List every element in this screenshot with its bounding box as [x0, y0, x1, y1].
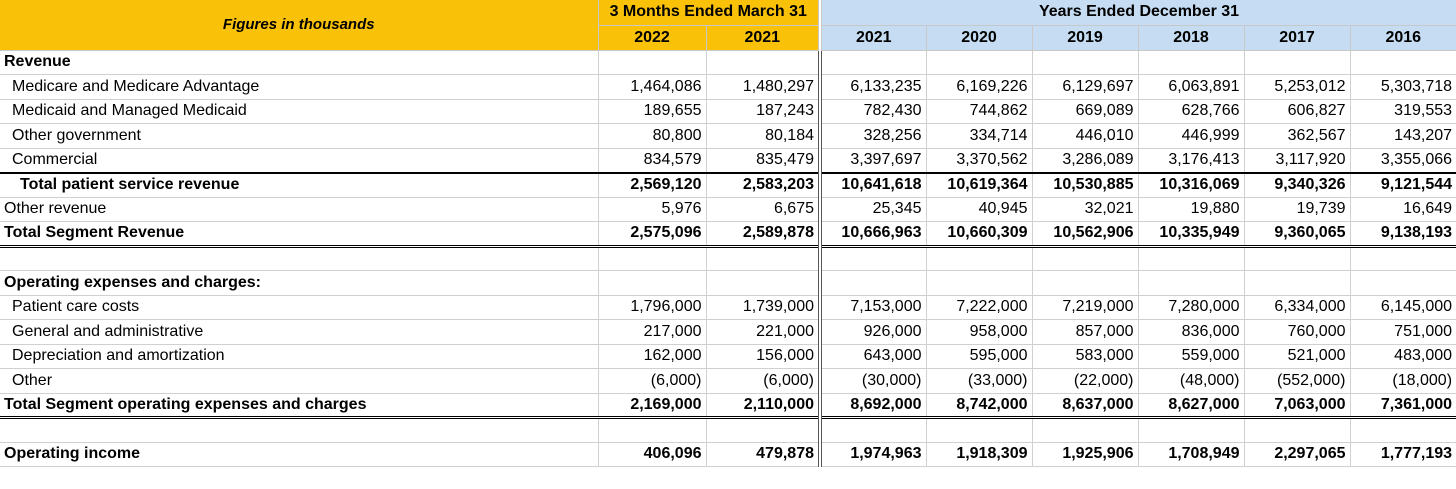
cell-value [1032, 418, 1138, 443]
cell-value [926, 246, 1032, 271]
cell-value: 483,000 [1350, 344, 1456, 369]
cell-value: 6,133,235 [820, 75, 926, 100]
cell-value: 10,562,906 [1032, 222, 1138, 247]
cell-value: 9,360,065 [1244, 222, 1350, 247]
cell-value: 1,974,963 [820, 442, 926, 467]
cell-value [820, 50, 926, 75]
cell-value: 7,063,000 [1244, 393, 1350, 418]
cell-value: 362,567 [1244, 124, 1350, 149]
cell-value: 744,862 [926, 99, 1032, 124]
cell-value: 1,480,297 [706, 75, 820, 100]
cell-value: 3,397,697 [820, 148, 926, 173]
table-row [0, 246, 1456, 271]
row-label: Patient care costs [0, 295, 598, 320]
table-row [0, 124, 1456, 149]
cell-value: (6,000) [706, 369, 820, 394]
cell-value: 10,666,963 [820, 222, 926, 247]
row-label: Total Segment Revenue [0, 222, 598, 247]
column-header: 2017 [1244, 25, 1350, 50]
row-label: Revenue [0, 50, 598, 75]
table-row [0, 148, 1456, 173]
cell-value: 8,627,000 [1138, 393, 1244, 418]
cell-value: 328,256 [820, 124, 926, 149]
column-header: 2016 [1350, 25, 1456, 50]
cell-value [820, 246, 926, 271]
row-label: Commercial [0, 148, 598, 173]
cell-value: 2,110,000 [706, 393, 820, 418]
cell-value [1032, 271, 1138, 296]
cell-value: 1,796,000 [598, 295, 706, 320]
cell-value: 1,464,086 [598, 75, 706, 100]
cell-value: 221,000 [706, 320, 820, 345]
cell-value: 628,766 [1138, 99, 1244, 124]
cell-value [598, 246, 706, 271]
cell-value [598, 271, 706, 296]
header-row-groups [0, 0, 1456, 25]
cell-value: 669,089 [1032, 99, 1138, 124]
cell-value: 189,655 [598, 99, 706, 124]
cell-value [1244, 418, 1350, 443]
table-row [0, 393, 1456, 418]
cell-value: (6,000) [598, 369, 706, 394]
row-label: Other [0, 369, 598, 394]
cell-value: 1,918,309 [926, 442, 1032, 467]
cell-value: 80,184 [706, 124, 820, 149]
column-header: 2021 [820, 25, 926, 50]
cell-value: 3,355,066 [1350, 148, 1456, 173]
cell-value: 143,207 [1350, 124, 1456, 149]
cell-value: 479,878 [706, 442, 820, 467]
cell-value: 3,117,920 [1244, 148, 1350, 173]
cell-value: 1,925,906 [1032, 442, 1138, 467]
cell-value: 3,176,413 [1138, 148, 1244, 173]
cell-value: 10,335,949 [1138, 222, 1244, 247]
cell-value: 2,575,096 [598, 222, 706, 247]
cell-value: 521,000 [1244, 344, 1350, 369]
cell-value [706, 246, 820, 271]
cell-value: 926,000 [820, 320, 926, 345]
cell-value: 836,000 [1138, 320, 1244, 345]
cell-value: 606,827 [1244, 99, 1350, 124]
table-row [0, 75, 1456, 100]
cell-value: 156,000 [706, 344, 820, 369]
cell-value: 760,000 [1244, 320, 1350, 345]
table-row [0, 442, 1456, 467]
cell-value [1138, 50, 1244, 75]
cell-value: 7,219,000 [1032, 295, 1138, 320]
cell-value [1244, 50, 1350, 75]
cell-value: 559,000 [1138, 344, 1244, 369]
table-row [0, 271, 1456, 296]
cell-value: 1,708,949 [1138, 442, 1244, 467]
cell-value: 319,553 [1350, 99, 1456, 124]
cell-value [598, 50, 706, 75]
cell-value [706, 271, 820, 296]
cell-value: 446,010 [1032, 124, 1138, 149]
cell-value: 162,000 [598, 344, 706, 369]
cell-value: 583,000 [1032, 344, 1138, 369]
row-label [0, 246, 598, 271]
table-row [0, 173, 1456, 198]
cell-value: 32,021 [1032, 197, 1138, 222]
cell-value: 6,675 [706, 197, 820, 222]
cell-value: 6,145,000 [1350, 295, 1456, 320]
cell-value: 2,297,065 [1244, 442, 1350, 467]
table-row [0, 320, 1456, 345]
row-label: Depreciation and amortization [0, 344, 598, 369]
cell-value: 7,280,000 [1138, 295, 1244, 320]
cell-value: 406,096 [598, 442, 706, 467]
cell-value: 3,370,562 [926, 148, 1032, 173]
row-label: Other government [0, 124, 598, 149]
cell-value: 217,000 [598, 320, 706, 345]
cell-value: 10,530,885 [1032, 173, 1138, 198]
cell-value: 857,000 [1032, 320, 1138, 345]
cell-value: 751,000 [1350, 320, 1456, 345]
cell-value [1244, 271, 1350, 296]
cell-value: 5,976 [598, 197, 706, 222]
row-label: General and administrative [0, 320, 598, 345]
cell-value: 10,641,618 [820, 173, 926, 198]
cell-value: 334,714 [926, 124, 1032, 149]
cell-value: (552,000) [1244, 369, 1350, 394]
cell-value: 5,253,012 [1244, 75, 1350, 100]
cell-value: 9,121,544 [1350, 173, 1456, 198]
cell-value [926, 418, 1032, 443]
table-row [0, 418, 1456, 443]
cell-value: 9,340,326 [1244, 173, 1350, 198]
cell-value [1350, 418, 1456, 443]
cell-value: 2,169,000 [598, 393, 706, 418]
cell-value [706, 418, 820, 443]
cell-value: 5,303,718 [1350, 75, 1456, 100]
row-label [0, 418, 598, 443]
cell-value: 19,739 [1244, 197, 1350, 222]
cell-value: 16,649 [1350, 197, 1456, 222]
column-header: 2021 [706, 25, 820, 50]
cell-value [1138, 418, 1244, 443]
cell-value: 643,000 [820, 344, 926, 369]
cell-value: 3,286,089 [1032, 148, 1138, 173]
row-label: Total Segment operating expenses and charges [0, 393, 598, 418]
cell-value: 6,334,000 [1244, 295, 1350, 320]
cell-value [1350, 271, 1456, 296]
column-header: 2018 [1138, 25, 1244, 50]
table-row [0, 197, 1456, 222]
row-label: Other revenue [0, 197, 598, 222]
cell-value [1138, 271, 1244, 296]
cell-value [1244, 246, 1350, 271]
years-group-header: Years Ended December 31 [820, 0, 1456, 25]
cell-value: 8,692,000 [820, 393, 926, 418]
cell-value [1350, 246, 1456, 271]
cell-value: 835,479 [706, 148, 820, 173]
cell-value [820, 271, 926, 296]
cell-value: 6,063,891 [1138, 75, 1244, 100]
cell-value: (30,000) [820, 369, 926, 394]
cell-value: 595,000 [926, 344, 1032, 369]
cell-value: (22,000) [1032, 369, 1138, 394]
row-label: Operating income [0, 442, 598, 467]
cell-value: 2,583,203 [706, 173, 820, 198]
table-row [0, 344, 1456, 369]
cell-value: 446,999 [1138, 124, 1244, 149]
cell-value: 8,637,000 [1032, 393, 1138, 418]
row-label: Medicaid and Managed Medicaid [0, 99, 598, 124]
cell-value: 1,777,193 [1350, 442, 1456, 467]
cell-value [1032, 50, 1138, 75]
cell-value: 10,619,364 [926, 173, 1032, 198]
cell-value: 7,153,000 [820, 295, 926, 320]
cell-value: (33,000) [926, 369, 1032, 394]
table-row [0, 222, 1456, 247]
cell-value: 40,945 [926, 197, 1032, 222]
quarter-group-header: 3 Months Ended March 31 [598, 0, 820, 25]
figures-label: Figures in thousands [0, 0, 598, 50]
cell-value: 782,430 [820, 99, 926, 124]
cell-value [1032, 246, 1138, 271]
cell-value [1138, 246, 1244, 271]
cell-value: 6,129,697 [1032, 75, 1138, 100]
cell-value [706, 50, 820, 75]
cell-value: 10,660,309 [926, 222, 1032, 247]
cell-value: 7,361,000 [1350, 393, 1456, 418]
cell-value [1350, 50, 1456, 75]
cell-value: 187,243 [706, 99, 820, 124]
table-row [0, 369, 1456, 394]
cell-value: 834,579 [598, 148, 706, 173]
row-label: Operating expenses and charges: [0, 271, 598, 296]
cell-value: (18,000) [1350, 369, 1456, 394]
cell-value: (48,000) [1138, 369, 1244, 394]
cell-value: 2,589,878 [706, 222, 820, 247]
column-header: 2022 [598, 25, 706, 50]
row-label: Total patient service revenue [0, 173, 598, 198]
cell-value: 6,169,226 [926, 75, 1032, 100]
row-label: Medicare and Medicare Advantage [0, 75, 598, 100]
cell-value: 8,742,000 [926, 393, 1032, 418]
column-header: 2019 [1032, 25, 1138, 50]
table-row [0, 50, 1456, 75]
cell-value [598, 418, 706, 443]
cell-value: 2,569,120 [598, 173, 706, 198]
table-row [0, 99, 1456, 124]
column-header: 2020 [926, 25, 1032, 50]
cell-value [926, 50, 1032, 75]
cell-value: 9,138,193 [1350, 222, 1456, 247]
cell-value: 25,345 [820, 197, 926, 222]
cell-value: 80,800 [598, 124, 706, 149]
cell-value: 7,222,000 [926, 295, 1032, 320]
table-row [0, 295, 1456, 320]
cell-value: 1,739,000 [706, 295, 820, 320]
cell-value [926, 271, 1032, 296]
cell-value: 19,880 [1138, 197, 1244, 222]
cell-value: 958,000 [926, 320, 1032, 345]
cell-value: 10,316,069 [1138, 173, 1244, 198]
cell-value [820, 418, 926, 443]
